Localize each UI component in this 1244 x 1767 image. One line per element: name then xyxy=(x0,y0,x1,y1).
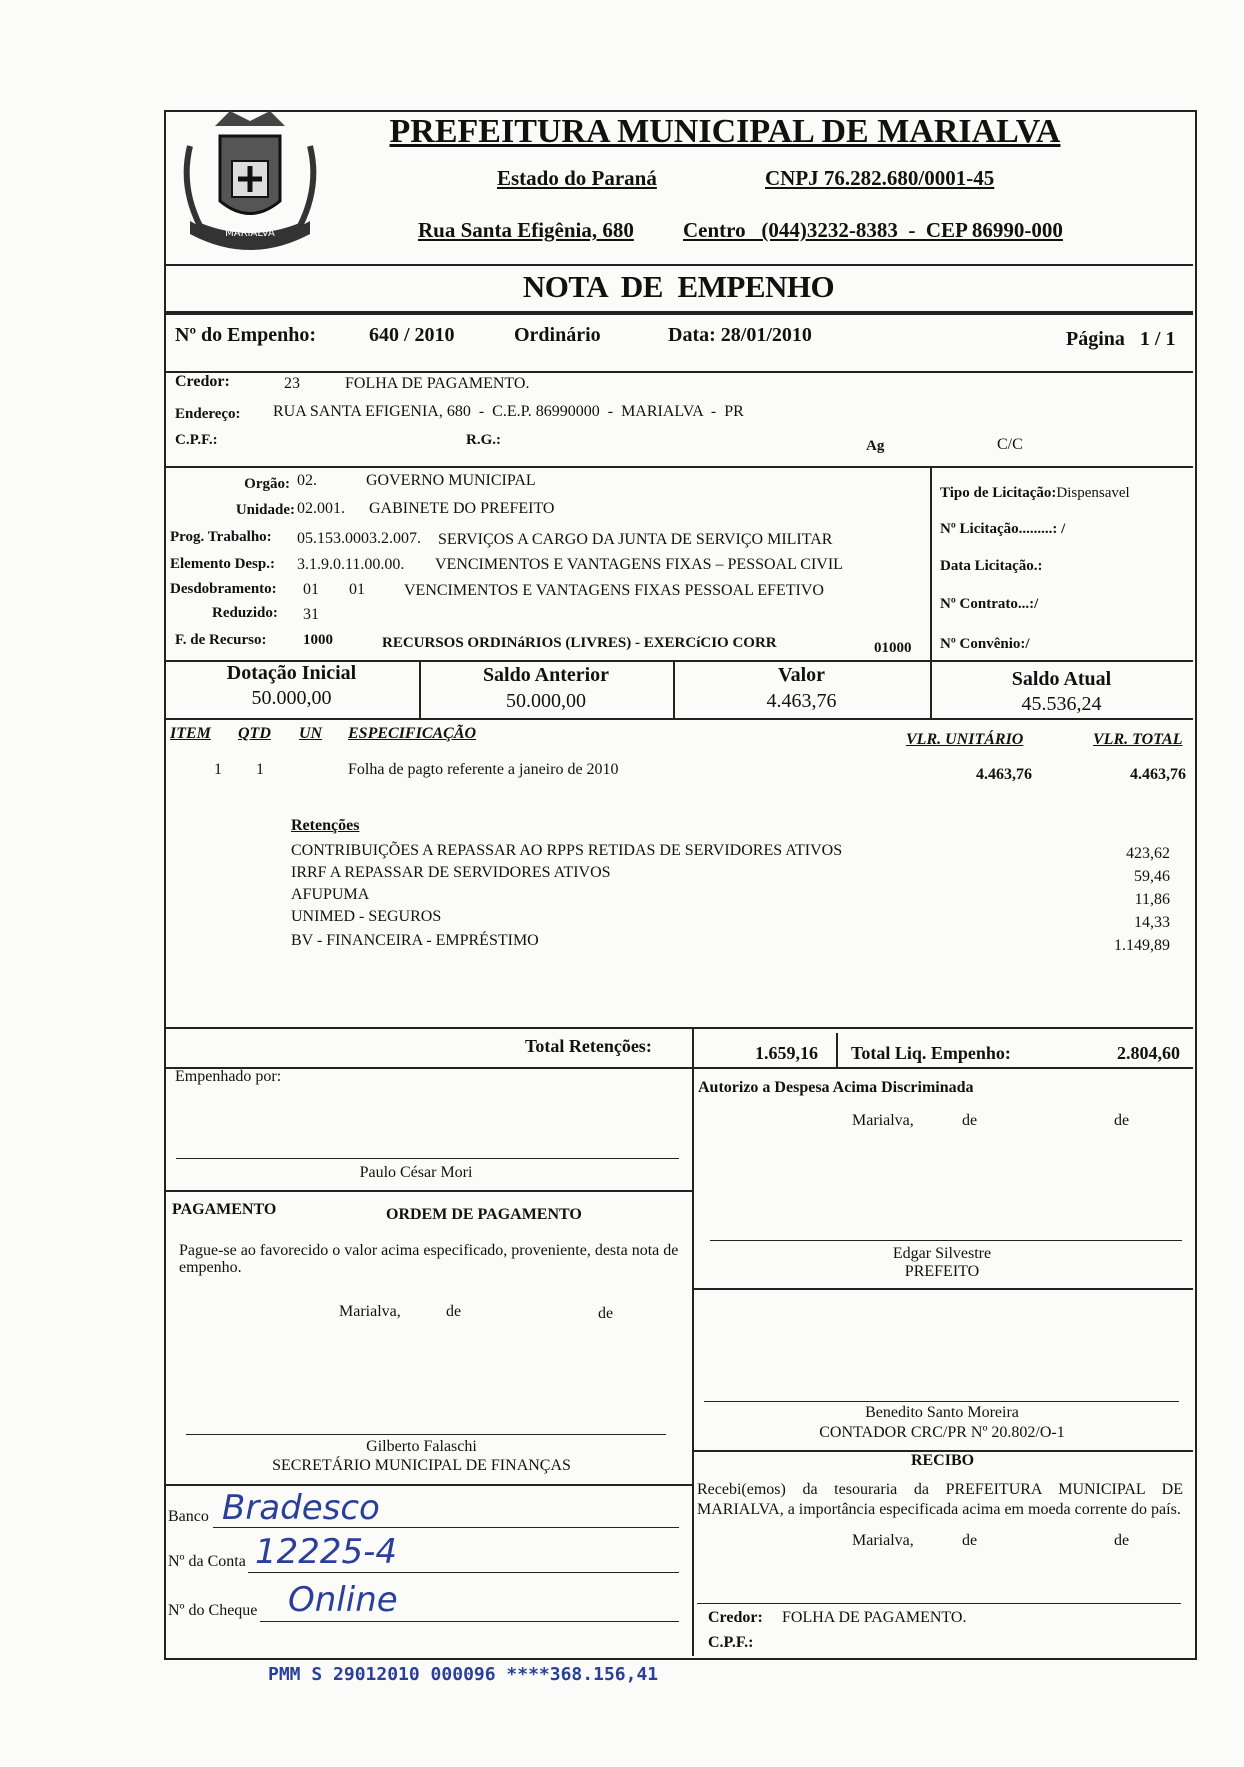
divider xyxy=(692,1027,694,1067)
footer-stamp: PMM S 29012010 000096 ****368.156,41 xyxy=(268,1664,659,1685)
municipal-crest xyxy=(170,106,330,254)
recurso-name: RECURSOS ORDINáRIOS (LIVRES) - EXERCíCIO CORR xyxy=(382,635,777,651)
recibo-credor-name: FOLHA DE PAGAMENTO. xyxy=(782,1609,967,1626)
retencao-value: 423,62 xyxy=(1126,845,1170,862)
saldo-atual-value: 45.536,24 xyxy=(1021,693,1102,715)
retencao-desc: CONTRIBUIÇÕES A REPASSAR AO RPPS RETIDAS DE SERVIDORES ATIVOS xyxy=(291,842,843,859)
empenho-number: 640 / 2010 xyxy=(369,324,455,346)
conta-line xyxy=(248,1572,679,1573)
cpf-label: C.P.F.: xyxy=(175,432,218,448)
divider xyxy=(164,371,1193,373)
autorizo-title: Autorizo a Despesa Acima Discriminada xyxy=(698,1079,974,1096)
recibo-de-1: de xyxy=(962,1532,978,1549)
item-spec: Folha de pagto referente a janeiro de 2010 xyxy=(348,761,619,778)
autorizo-place: Marialva, xyxy=(852,1112,914,1129)
state-label: Estado do Paraná xyxy=(497,166,657,190)
orgao-code: 02. xyxy=(297,472,317,489)
retencao-desc: IRRF A REPASSAR DE SERVIDORES ATIVOS xyxy=(291,864,611,881)
col-header-total: VLR. TOTAL xyxy=(1093,731,1183,748)
contador-role: CONTADOR CRC/PR Nº 20.802/O-1 xyxy=(819,1424,1065,1441)
signature-line xyxy=(697,1603,1181,1604)
prefeito-name: Edgar Silvestre xyxy=(892,1245,992,1262)
licitacao-number: Nº Licitação.........: / xyxy=(940,521,1066,537)
divider xyxy=(164,1190,692,1192)
empenho-date: Data: 28/01/2010 xyxy=(668,324,812,346)
credor-name: FOLHA DE PAGAMENTO. xyxy=(345,375,530,392)
svg-text:MARIALVA: MARIALVA xyxy=(225,228,275,239)
dotacao-value: 50.000,00 xyxy=(251,687,332,709)
retencao-desc: AFUPUMA xyxy=(291,886,370,903)
orgao-label: Orgão: xyxy=(244,476,290,492)
credor-code: 23 xyxy=(284,375,300,392)
signature-line xyxy=(186,1434,666,1435)
autorizo-de-1: de xyxy=(962,1112,978,1129)
reduzido-label: Reduzido: xyxy=(212,605,278,621)
street-label: Rua Santa Efigênia, 680 xyxy=(418,218,634,242)
signature-line xyxy=(176,1158,679,1159)
retencao-value: 59,46 xyxy=(1134,868,1170,885)
elemento-code: 3.1.9.0.11.00.00. xyxy=(297,556,405,573)
secretario-name: Gilberto Falaschi xyxy=(366,1438,477,1455)
empenhado-label: Empenhado por: xyxy=(175,1068,282,1085)
convenio-number: Nº Convênio:/ xyxy=(940,636,1030,652)
divider xyxy=(164,1067,1193,1069)
licitacao-date: Data Licitação.: xyxy=(940,558,1043,574)
recibo-de-2: de xyxy=(1114,1532,1130,1549)
cheque-handwritten-value: Online xyxy=(288,1580,398,1620)
unidade-name: GABINETE DO PREFEITO xyxy=(369,500,555,517)
total-retencoes-value: 1.659,16 xyxy=(755,1043,818,1063)
retencao-desc: BV - FINANCEIRA - EMPRÉSTIMO xyxy=(291,932,539,949)
recurso-code-2: 01000 xyxy=(874,640,912,656)
pagamento-de-1: de xyxy=(446,1303,462,1320)
conta-label: Nº da Conta xyxy=(168,1553,246,1570)
banco-label: Banco xyxy=(168,1508,209,1525)
signature-line xyxy=(710,1240,1182,1241)
item-total-value: 4.463,76 xyxy=(1130,766,1186,783)
empenhado-name: Paulo César Mori xyxy=(359,1164,473,1181)
ordem-pagamento-label: ORDEM DE PAGAMENTO xyxy=(386,1206,582,1223)
recibo-title: RECIBO xyxy=(910,1452,975,1469)
desdobramento-label: Desdobramento: xyxy=(170,581,277,597)
total-retencoes-label: Total Retenções: xyxy=(525,1036,652,1056)
col-header-unit: VLR. UNITÁRIO xyxy=(906,731,1024,748)
item-qtd: 1 xyxy=(256,761,264,778)
pagamento-text: Pague-se ao favorecido o valor acima especificado, proveniente, desta nota de empenho. xyxy=(179,1242,679,1276)
divider xyxy=(164,1484,692,1486)
orgao-name: GOVERNO MUNICIPAL xyxy=(366,472,536,489)
retencao-value: 14,33 xyxy=(1134,914,1170,931)
contrato-number: Nº Contrato...:/ xyxy=(940,596,1039,612)
recurso-label: F. de Recurso: xyxy=(175,632,267,648)
recurso-code: 1000 xyxy=(303,632,333,648)
autorizo-de-2: de xyxy=(1114,1112,1130,1129)
contador-name: Benedito Santo Moreira xyxy=(865,1404,1019,1421)
credor-address: RUA SANTA EFIGENIA, 680 - C.E.P. 86990000 - MARIALVA - PR xyxy=(273,403,744,420)
reduzido-value: 31 xyxy=(303,606,319,623)
recibo-cpf-label: C.P.F.: xyxy=(708,1634,754,1651)
municipality-title: PREFEITURA MUNICIPAL DE MARIALVA xyxy=(389,113,1061,150)
col-header-spec: ESPECIFICAÇÃO xyxy=(348,725,477,742)
prog-name: SERVIÇOS A CARGO DA JUNTA DE SERVIÇO MILITAR xyxy=(438,531,833,548)
empenho-type: Ordinário xyxy=(514,324,601,346)
document-title: NOTA DE EMPENHO xyxy=(522,269,835,304)
total-liquido-label: Total Liq. Empenho: xyxy=(851,1043,1011,1063)
banco-handwritten-value: Bradesco xyxy=(222,1488,380,1528)
divider xyxy=(164,311,1193,315)
address-label: Centro (044)3232-8383 - CEP 86990-000 xyxy=(683,218,1063,242)
licitacao-type-label: Tipo de Licitação:Dispensavel xyxy=(940,485,1130,501)
retencao-value: 1.149,89 xyxy=(1114,937,1170,954)
col-header-item: ITEM xyxy=(170,725,211,742)
credor-label: Credor: xyxy=(175,373,230,390)
retencoes-title: Retenções xyxy=(291,817,360,834)
elemento-name: VENCIMENTOS E VANTAGENS FIXAS – PESSOAL CIVIL xyxy=(435,556,843,573)
item-number: 1 xyxy=(214,761,222,778)
cc-label: C/C xyxy=(997,436,1023,453)
cheque-label: Nº do Cheque xyxy=(168,1602,258,1619)
page-number: Página 1 / 1 xyxy=(1066,328,1176,350)
valor-label: Valor xyxy=(777,664,826,686)
desdobramento-name: VENCIMENTOS E VANTAGENS FIXAS PESSOAL EFETIVO xyxy=(404,582,824,599)
divider xyxy=(692,1067,694,1656)
retencao-desc: UNIMED - SEGUROS xyxy=(291,908,442,925)
signature-line xyxy=(704,1401,1179,1402)
saldo-anterior-label: Saldo Anterior xyxy=(482,664,610,686)
ag-label: Ag xyxy=(866,438,885,454)
divider xyxy=(836,1033,838,1067)
retencao-value: 11,86 xyxy=(1134,891,1170,908)
unidade-label: Unidade: xyxy=(235,502,295,518)
divider xyxy=(164,466,1193,468)
col-header-qtd: QTD xyxy=(238,725,271,742)
desdobramento-code-1: 01 xyxy=(303,581,319,598)
unidade-code: 02.001. xyxy=(297,500,345,517)
total-liquido-value: 2.804,60 xyxy=(1117,1043,1180,1063)
col-header-un: UN xyxy=(299,725,323,742)
prefeito-role: PREFEITO xyxy=(904,1263,980,1280)
prog-label: Prog. Trabalho: xyxy=(170,529,272,545)
divider xyxy=(930,466,932,662)
prog-code: 05.153.0003.2.007. xyxy=(297,530,421,547)
cheque-line xyxy=(260,1621,679,1622)
recibo-place: Marialva, xyxy=(852,1532,914,1549)
pagamento-label: PAGAMENTO xyxy=(172,1201,277,1218)
empenho-number-label: Nº do Empenho: xyxy=(175,324,317,346)
valor-value: 4.463,76 xyxy=(766,690,837,712)
desdobramento-code-2: 01 xyxy=(349,581,365,598)
pagamento-place: Marialva, xyxy=(339,1303,401,1320)
recibo-credor-label: Credor: xyxy=(708,1609,763,1626)
address-label: Endereço: xyxy=(175,406,241,422)
recibo-text: Recebi(emos) da tesouraria da PREFEITURA MUNICIPAL DE MARIALVA, a importância especificada acima em moeda corrente do país. xyxy=(697,1481,1183,1518)
conta-handwritten-value: 12225-4 xyxy=(255,1532,398,1572)
saldo-atual-label: Saldo Atual xyxy=(1011,668,1112,690)
divider xyxy=(692,1288,1193,1290)
cnpj-label: CNPJ 76.282.680/0001-45 xyxy=(765,166,995,190)
item-unit-value: 4.463,76 xyxy=(976,766,1032,783)
saldo-anterior-value: 50.000,00 xyxy=(506,690,586,712)
pagamento-de-2: de xyxy=(598,1305,614,1322)
divider xyxy=(164,1027,1193,1029)
dotacao-label: Dotação Inicial xyxy=(226,662,357,684)
divider xyxy=(164,718,1193,720)
rg-label: R.G.: xyxy=(466,432,501,448)
secretario-role: SECRETÁRIO MUNICIPAL DE FINANÇAS xyxy=(272,1457,571,1474)
elemento-label: Elemento Desp.: xyxy=(170,556,275,572)
